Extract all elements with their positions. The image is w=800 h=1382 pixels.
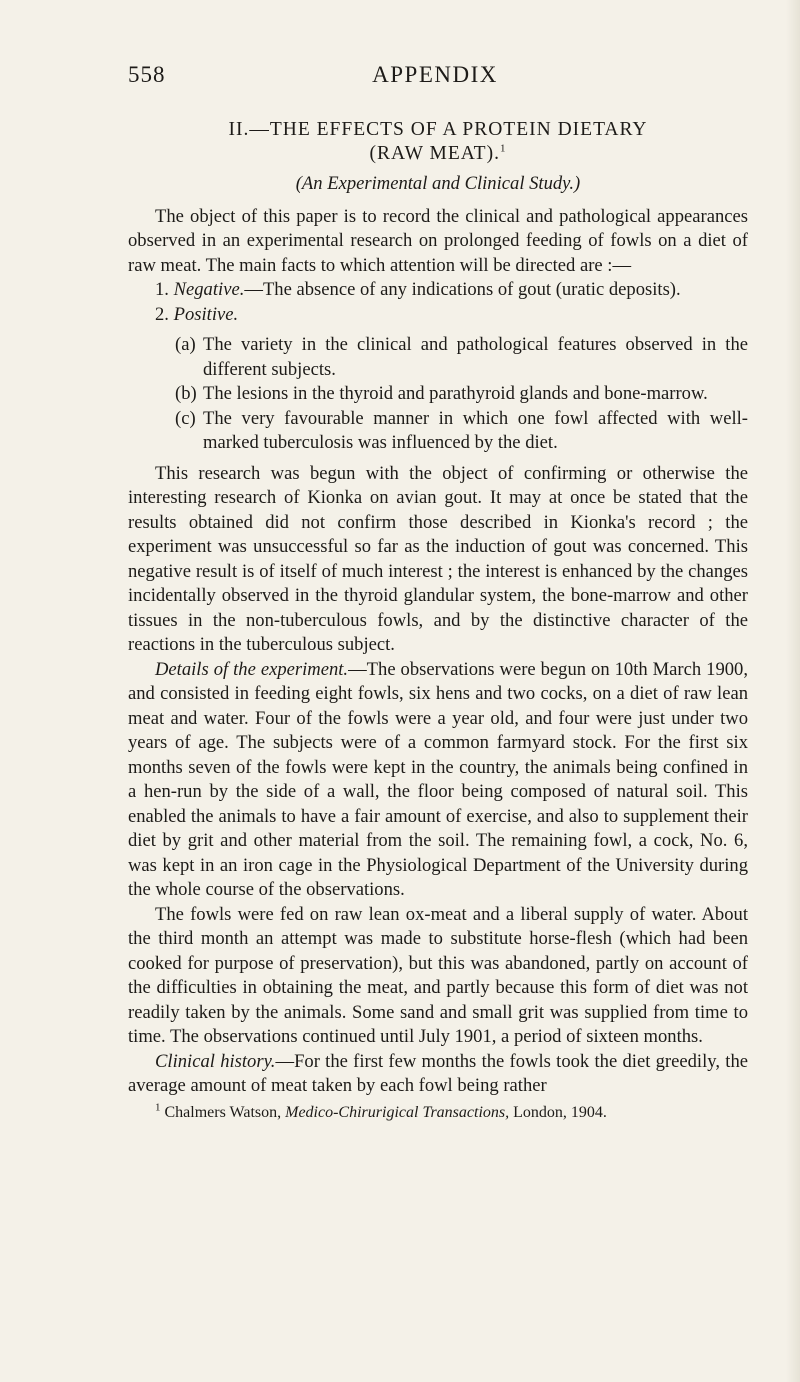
details-text: —The observations were begun on 10th March 1900, and consisted in feeding eight fowls, six hens and two cocks, on a diet of raw lean meat and water. Four of the fowls were a year old, and four were just under two years of age. The subjects were of a common farmyard stock. For the first six months seven of the fowls were kept in the country, the animals being confined in a hen-run by the side of a wall, the floor being composed of natural soil. This enabled the animals to have a fair amount of exercise, and also to supplement their diet by grit and other material from the soil. The remaining fowl, a cock, No. 6, was kept in an iron cage in the Physiological Department of the University during the whole course of the observations. bbox=[128, 658, 748, 900]
sub-item-b-label: (b) bbox=[175, 383, 197, 404]
subheading-text: (An Experimental and Clinical Study.) bbox=[295, 173, 581, 194]
sub-item-a-label: (a) bbox=[175, 334, 196, 355]
footnote bbox=[128, 1103, 748, 1123]
research-paragraph: This research was begun with the object of confirming or otherwise the interesting research of Kionka on avian gout. It may at once be stated that the results obtained did not confirm those described in Kionka's record ; the experiment was unsuccessful so far as the induction of gout was concerned. This negative result is of itself of much interest ; the interest is enhanced by the changes incidentally observed in the thyroid glandular system, the bone-marrow and other tissues in the non-tuberculous fowls, and by the distinctive character of the reactions in the tuberculous subject. bbox=[128, 462, 748, 655]
heading-line-2: (RAW MEAT). bbox=[369, 143, 500, 164]
article-heading bbox=[128, 118, 748, 166]
heading-line-1: II.—THE EFFECTS OF A PROTEIN DIETARY bbox=[228, 119, 648, 140]
point-negative bbox=[128, 278, 748, 303]
sub-item-b-text: The lesions in the thyroid and parathyroid glands and bone-marrow. bbox=[203, 383, 708, 404]
footnote-mark: 1 bbox=[155, 1101, 161, 1114]
point-1-label: Negative. bbox=[173, 279, 245, 300]
footnote-author: Chalmers Watson, bbox=[164, 1103, 282, 1121]
point-1-number: 1. bbox=[155, 279, 169, 300]
footnote-journal: Medico-Chirurigical Transactions, bbox=[285, 1103, 510, 1121]
point-1-text: —The absence of any indications of gout (uratic deposits). bbox=[244, 279, 681, 300]
sub-item-a-text: The variety in the clinical and pathological features observed in the different subjects. bbox=[203, 334, 748, 380]
point-2-number: 2. bbox=[155, 303, 169, 325]
details-lead: Details of the experiment. bbox=[155, 658, 349, 680]
footnote-place-year: London, 1904. bbox=[513, 1103, 607, 1121]
clinical-paragraph bbox=[128, 1050, 748, 1099]
sub-item-b bbox=[128, 382, 748, 407]
sub-item-c-text: The very favourable manner in which one fowl affected with well-marked tuberculosis was influenced by the diet. bbox=[203, 407, 748, 453]
point-2-label: Positive. bbox=[173, 303, 239, 325]
sub-item-c bbox=[128, 407, 748, 456]
sub-item-c-label: (c) bbox=[175, 407, 196, 429]
sub-item-a bbox=[128, 333, 748, 382]
running-title: APPENDIX bbox=[372, 62, 498, 87]
point-positive bbox=[128, 303, 748, 328]
heading-footnote-mark: 1 bbox=[499, 142, 507, 155]
clinical-text: —For the first few months the fowls took the diet greedily, the average amount of meat taken by each fowl being rather bbox=[128, 1050, 748, 1096]
details-paragraph bbox=[128, 658, 748, 903]
article-body bbox=[128, 118, 748, 1123]
running-head bbox=[128, 62, 742, 96]
subheading bbox=[128, 172, 748, 197]
clinical-lead: Clinical history. bbox=[155, 1050, 276, 1072]
intro-paragraph: The object of this paper is to record the clinical and pathological appearances observed in an experimental research on prolonged feeding of fowls on a diet of raw meat. The main facts to which attention will be directed are :— bbox=[128, 205, 748, 276]
feeding-paragraph: The fowls were fed on raw lean ox-meat and a liberal supply of water. About the third month an attempt was made to substitute horse-flesh (which had been cooked for purpose of preservation), but this was abandoned, partly on account of the difficulties in obtaining the meat, and partly because this form of diet was not readily taken by the animals. Some sand and small grit was supplied from time to time. The observations continued until July 1901, a period of sixteen months. bbox=[128, 903, 748, 1047]
page-number: 558 bbox=[128, 62, 166, 87]
page-edge-shadow bbox=[786, 0, 800, 1382]
